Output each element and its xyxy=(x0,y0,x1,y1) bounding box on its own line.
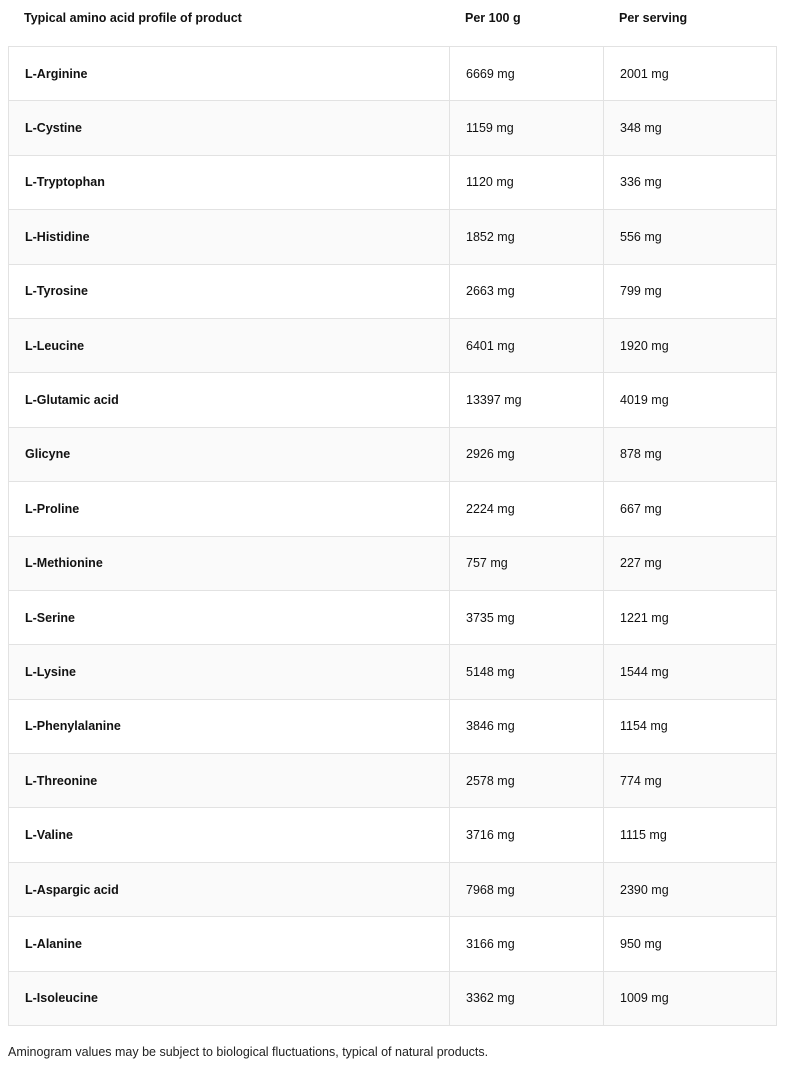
amount-per-serving: 1154 mg xyxy=(604,699,777,753)
amount-per-serving: 1115 mg xyxy=(604,808,777,862)
amount-per-serving: 227 mg xyxy=(604,536,777,590)
amount-per-100g: 3362 mg xyxy=(450,971,604,1025)
amount-per-100g: 1159 mg xyxy=(450,101,604,155)
amount-per-100g: 2926 mg xyxy=(450,427,604,481)
amino-acid-name: L-Isoleucine xyxy=(9,971,450,1025)
amount-per-serving: 348 mg xyxy=(604,101,777,155)
amount-per-serving: 1920 mg xyxy=(604,318,777,372)
table-row xyxy=(9,699,777,753)
table-row xyxy=(9,645,777,699)
amount-per-100g: 13397 mg xyxy=(450,373,604,427)
column-header-per-serving: Per serving xyxy=(619,11,688,25)
amount-per-100g: 757 mg xyxy=(450,536,604,590)
amino-acid-name: L-Arginine xyxy=(9,47,450,101)
amount-per-serving: 667 mg xyxy=(604,482,777,536)
amount-per-serving: 4019 mg xyxy=(604,373,777,427)
amino-acid-name: L-Leucine xyxy=(9,318,450,372)
table-row xyxy=(9,536,777,590)
amino-acid-name: L-Lysine xyxy=(9,645,450,699)
amount-per-serving: 2390 mg xyxy=(604,862,777,916)
amino-acid-name: L-Cystine xyxy=(9,101,450,155)
footnote: Aminogram values may be subject to biological fluctuations, typical of natural products. xyxy=(8,1045,489,1059)
amount-per-100g: 5148 mg xyxy=(450,645,604,699)
amount-per-100g: 3846 mg xyxy=(450,699,604,753)
table-row xyxy=(9,754,777,808)
table-row xyxy=(9,101,777,155)
table-row xyxy=(9,862,777,916)
amount-per-serving: 556 mg xyxy=(604,210,777,264)
table-row xyxy=(9,373,777,427)
amount-per-100g: 6401 mg xyxy=(450,318,604,372)
amino-acid-name: L-Valine xyxy=(9,808,450,862)
table-row xyxy=(9,264,777,318)
amino-acid-name: L-Glutamic acid xyxy=(9,373,450,427)
amount-per-100g: 3166 mg xyxy=(450,917,604,971)
table-row xyxy=(9,210,777,264)
amino-acid-name: L-Serine xyxy=(9,590,450,644)
table-row xyxy=(9,590,777,644)
amino-acid-name: L-Tryptophan xyxy=(9,155,450,209)
amount-per-serving: 950 mg xyxy=(604,917,777,971)
amino-acid-table xyxy=(8,46,777,1026)
amount-per-serving: 799 mg xyxy=(604,264,777,318)
amount-per-serving: 1221 mg xyxy=(604,590,777,644)
amino-acid-name: L-Aspargic acid xyxy=(9,862,450,916)
amount-per-100g: 3716 mg xyxy=(450,808,604,862)
amino-acid-table-body xyxy=(9,47,777,1026)
table-row xyxy=(9,155,777,209)
amount-per-serving: 878 mg xyxy=(604,427,777,481)
amino-acid-name: L-Phenylalanine xyxy=(9,699,450,753)
table-row xyxy=(9,971,777,1025)
amount-per-100g: 2663 mg xyxy=(450,264,604,318)
amino-acid-name: Glicyne xyxy=(9,427,450,481)
amount-per-100g: 3735 mg xyxy=(450,590,604,644)
amino-acid-name: L-Alanine xyxy=(9,917,450,971)
amount-per-100g: 6669 mg xyxy=(450,47,604,101)
amino-acid-name: L-Histidine xyxy=(9,210,450,264)
amount-per-100g: 7968 mg xyxy=(450,862,604,916)
amino-acid-name: L-Methionine xyxy=(9,536,450,590)
amino-acid-name: L-Proline xyxy=(9,482,450,536)
column-header-amino-acid: Typical amino acid profile of product xyxy=(24,11,242,25)
amount-per-serving: 1544 mg xyxy=(604,645,777,699)
amount-per-100g: 2224 mg xyxy=(450,482,604,536)
amino-acid-name: L-Threonine xyxy=(9,754,450,808)
amount-per-100g: 1120 mg xyxy=(450,155,604,209)
column-header-per-100g: Per 100 g xyxy=(465,11,521,25)
table-header xyxy=(8,0,775,46)
amount-per-serving: 774 mg xyxy=(604,754,777,808)
amount-per-100g: 2578 mg xyxy=(450,754,604,808)
amount-per-serving: 1009 mg xyxy=(604,971,777,1025)
amount-per-serving: 336 mg xyxy=(604,155,777,209)
amount-per-100g: 1852 mg xyxy=(450,210,604,264)
amino-acid-name: L-Tyrosine xyxy=(9,264,450,318)
table-row xyxy=(9,427,777,481)
amount-per-serving: 2001 mg xyxy=(604,47,777,101)
table-row xyxy=(9,318,777,372)
table-row xyxy=(9,917,777,971)
table-row xyxy=(9,808,777,862)
table-row xyxy=(9,482,777,536)
table-row xyxy=(9,47,777,101)
